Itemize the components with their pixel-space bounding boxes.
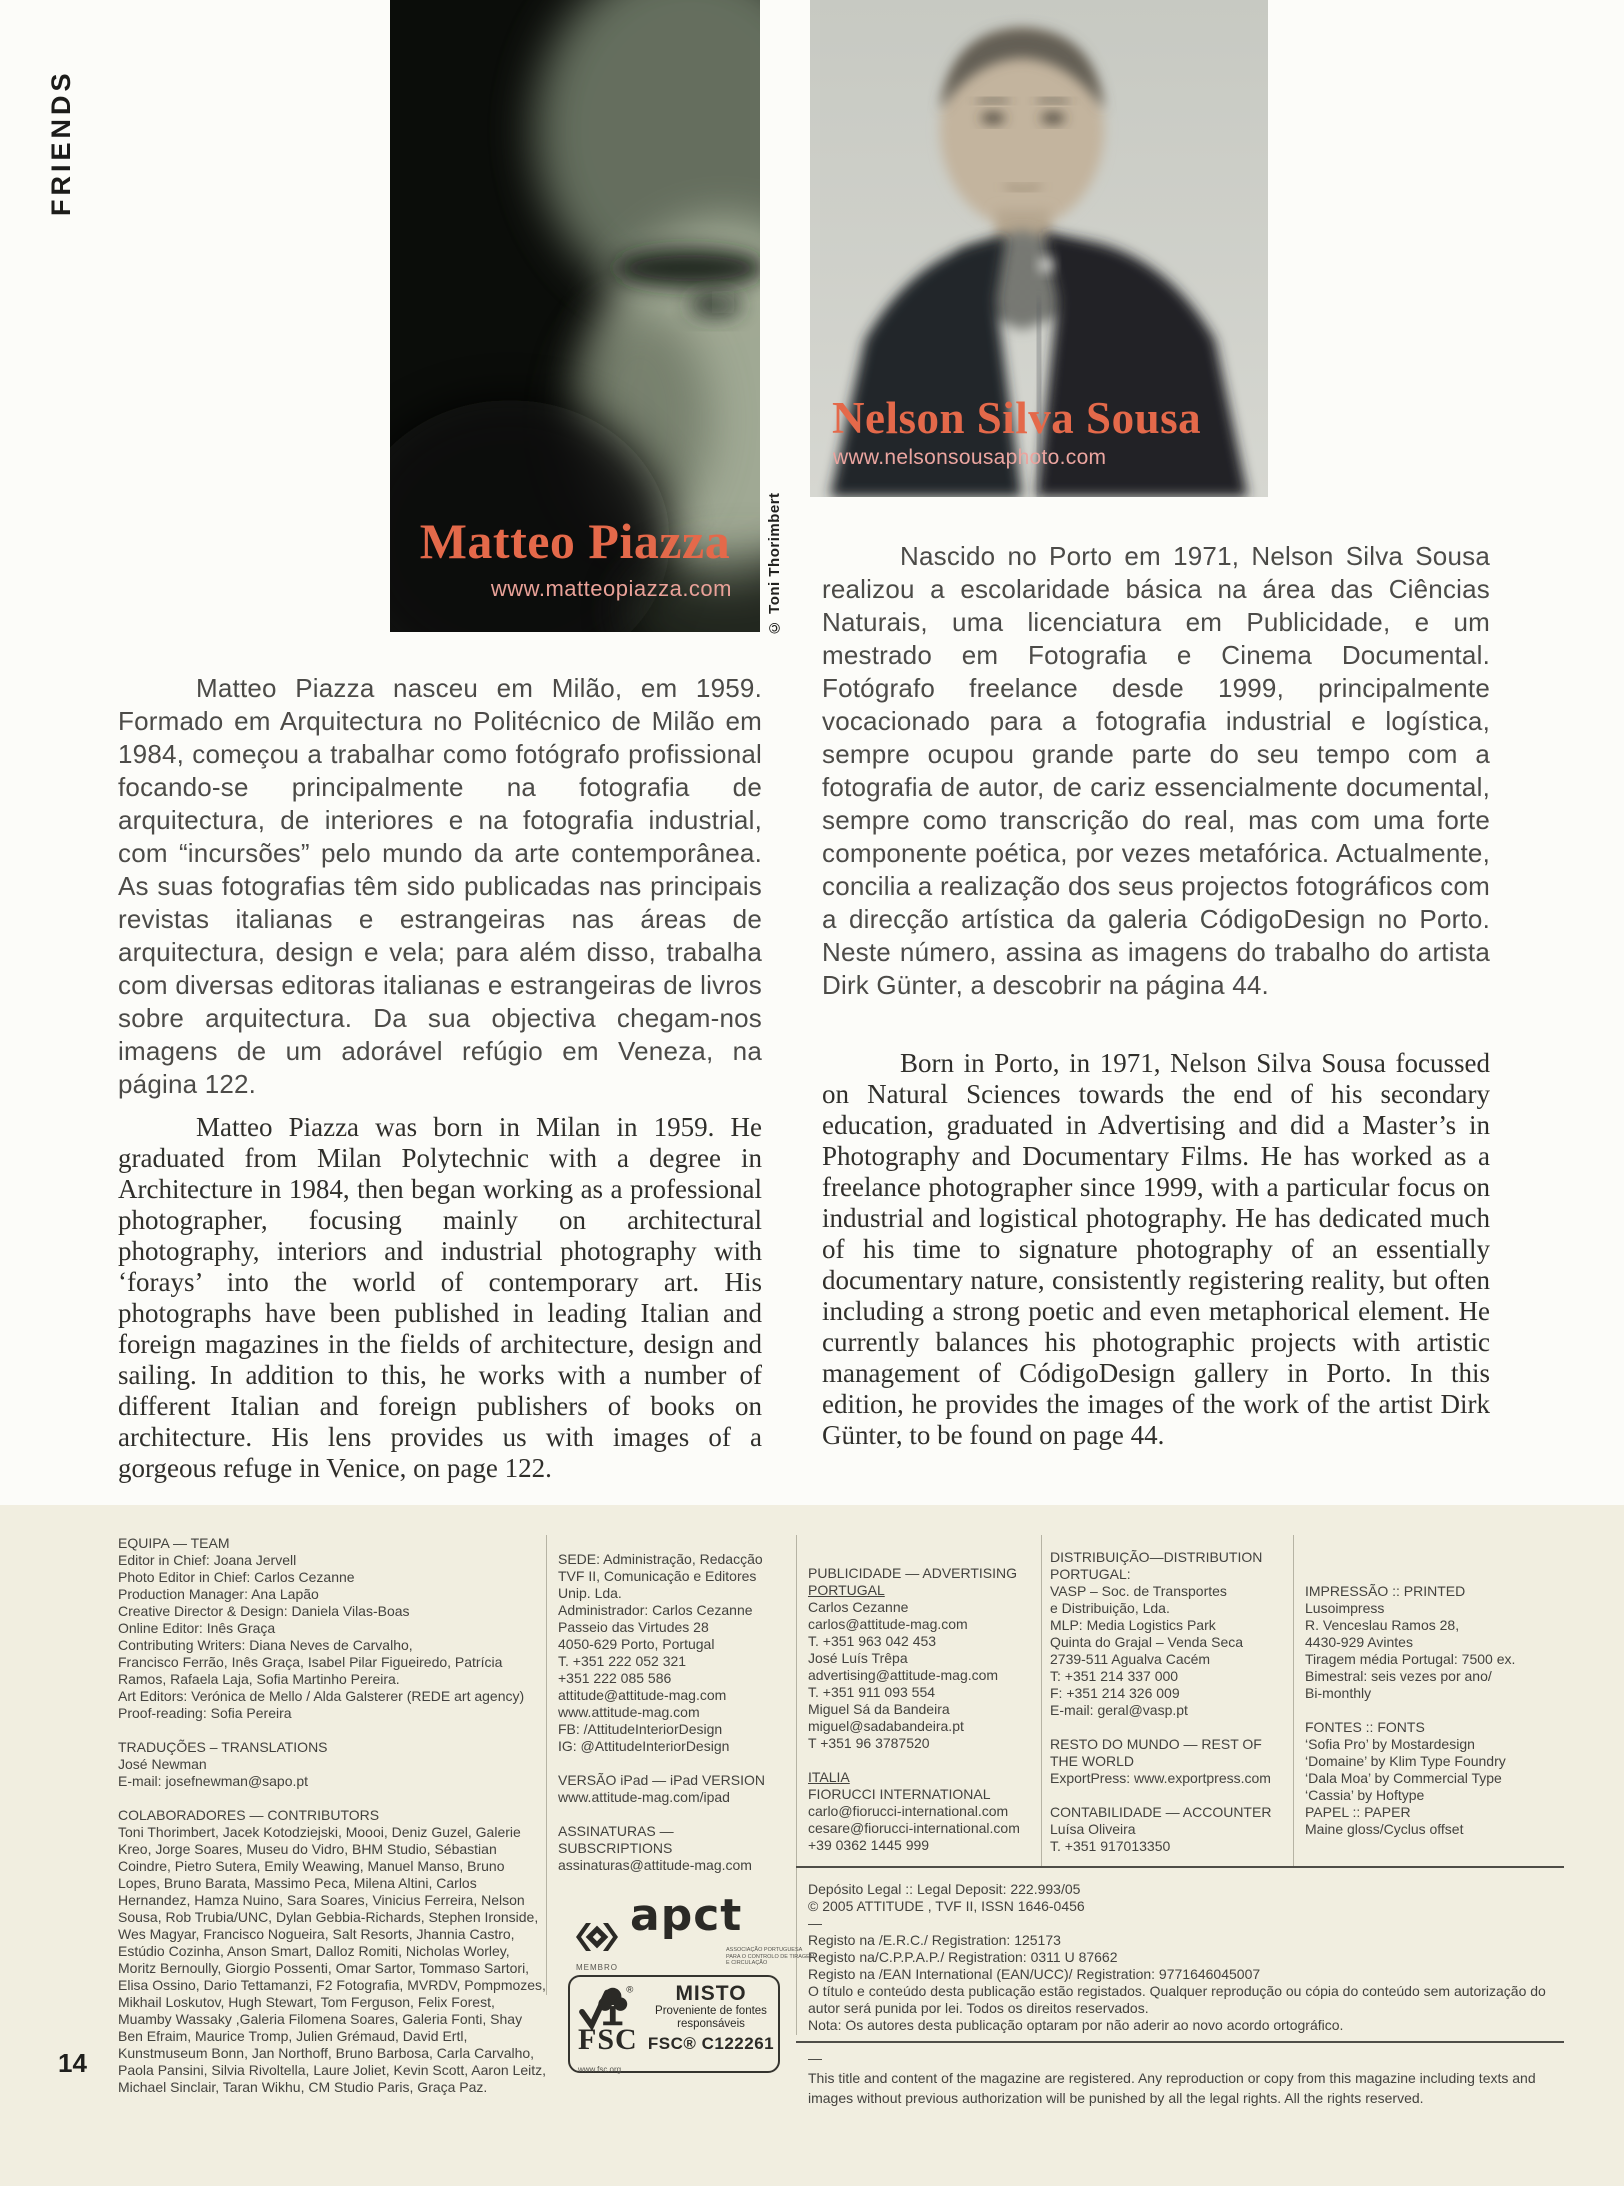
fsc-logo-text: FSC [578,2023,638,2056]
advertising-heading: PUBLICIDADE — ADVERTISING [808,1565,1018,1581]
masthead-line: IG: @AttitudeInteriorDesign [558,1738,730,1754]
legal-rule-bottom [796,2041,1564,2043]
section-label: FRIENDS [46,69,76,216]
legal-block-english [808,2048,1570,2108]
headquarters-lines [558,1568,790,1755]
masthead-line: Bi-monthly [1305,1685,1372,1701]
legal-pt-note: Nota: Os autores desta publicação optaram por não aderir ao novo acordo ortográfico. [808,2017,1344,2033]
masthead-line: Production Manager: Ana Lapão [118,1586,319,1602]
legal-block [808,1881,1564,2034]
matteo-bio-portuguese: Matteo Piazza nasceu em Milão, em 1959. Formado em Arquitectura no Politécnico de Milão em 1984, começou a trabalhar como fotógrafo profissional focando-se principalmente na fotografia de arquitectura, de interiores e na fotografia industrial, com “incursões” pelo mundo da arte contemporânea. As suas fotografias têm sido publicadas nas principais revistas italianas e estrangeiras nas áreas de arquitectura, design e vela; para além disso, trabalha com diversas editoras italianas e estrangeiras de livros sobre arquitectura. Da sua objectiva chegam-nos imagens de um adorável refúgio em Veneza, na página 122. [118,673,762,1099]
masthead-line: Unip. Lda. [558,1585,622,1601]
matteo-name: Matteo Piazza [419,513,731,569]
legal-rule-top [796,1866,1564,1868]
masthead-line: Registo na /EAN International (EAN/UCC)/ Registration: 9771646045007 [808,1966,1261,1982]
masthead-line: T. +351 917013350 [1050,1838,1171,1854]
apct-description: ASSOCIAÇÃO PORTUGUESA PARA O CONTROLO DE TIRAGEM E CIRCULAÇÃO [726,1947,815,1966]
fsc-badge-left [570,1977,644,2074]
nelson-portrait-photo [810,0,1268,497]
accounting-lines [1050,1821,1290,1855]
advertising-portugal-label: PORTUGAL [808,1582,885,1598]
masthead-line: Creative Director & Design: Daniela Vilas-Boas [118,1603,410,1619]
masthead-line: Administrador: Carlos Cezanne [558,1602,753,1618]
fsc-badge [568,1975,780,2073]
masthead-line: 4050-629 Porto, Portugal [558,1636,715,1652]
masthead-line: José Luís Trêpa [808,1650,908,1666]
masthead-column-headquarters [558,1551,790,1874]
masthead-line: Proof-reading: Sofia Pereira [118,1705,292,1721]
nelson-bio-portuguese: Nascido no Porto em 1971, Nelson Silva Sousa realizou a escolaridade básica na área das Ciências Naturais, uma licenciatura em Publicidade, e um mestrado em Fotografia e Cinema Documental. Fotógrafo freelance desde 1999, principalmente vocacionado para a fotografia industrial e logística, sempre ocupou grande parte do seu tempo com a fotografia de autor, de cariz essencialmente documental, sempre como transcrição do real, mas com uma forte componente poética, por vezes metafórica. Actualmente, concilia a realização dos seus projectos fotográficos com a direcção artística da galeria CódigoDesign no Porto. Neste número, assina as imagens do trabalho do artista Dirk Günter, a descobrir na página 44. [822,541,1490,1000]
advertising-italy-label: ITALIA [808,1769,850,1785]
masthead-line: Online Editor: Inês Graça [118,1620,276,1636]
apct-member-label: MEMBRO [576,1963,618,1972]
masthead-line: +351 222 085 586 [558,1670,672,1686]
masthead-line: carlo@fiorucci-international.com [808,1803,1009,1819]
masthead-line: ‘Domaine’ by Klim Type Foundry [1305,1753,1506,1769]
headquarters-heading: SEDE: Administração, Redacção [558,1551,763,1567]
matteo-bio-english: Matteo Piazza was born in Milan in 1959. He graduated from Milan Polytechnic with a degree in Architecture in 1984, then began working as a professional photographer, focusing mainly on architectural photography, interiors and industrial photography with ‘forays’ into the world of contemporary art. His photographs have been published in leading Italian and foreign magazines in the fields of architecture, design and sailing. In addition to this, he works with a number of different Italian and foreign publishers of books on architecture. His lens provides us with images of a gorgeous refuge in Venice, on page 122. [118,1112,762,1483]
fonts-lines [1305,1736,1563,1804]
legal-dash: — [808,2050,822,2066]
masthead-line: FB: /AttitudeInteriorDesign [558,1721,723,1737]
contributors-text: Toni Thorimbert, Jacek Kotodziejski, Moooi, Deniz Guzel, Galerie Kreo, Jorge Soares, Museu do Vidro, BHM Studio, Sébastian Coindre, Pietro Sutera, Emily Weawing, Manuel Manso, Bruno Lopes, Bruno Barata, Massimo Peca, Milena Altini, Carlos Hernandez, Hamza Nuino, Sara Soares, Vinicius Ferreira, Nelson Sousa, Rob Trubia/UNC, Dylan Gebbia-Richards, Stephen Ironside, Wes Magyar, Francisco Nogueira, Salt Resorts, Jhannia Castro, Estúdio Cozinha, Anson Smart, Dalloz Romiti, Nicholas Worley, Moritz Bernoully, Giorgio Possenti, Omar Sartor, Tommaso Sartori, Elisa Ossino, Dario Tettamanzi, F2 Fotografia, MVRDV, Pompmozes, Mikhail Loskutov, Hugh Stewart, Tom Ferguson, Felix Forest, Muamby Wassaky ,Galeria Filomena Soares, Galeria Fonti, Shay Ben Efraim, Maurice Tromp, Julien Grémaud, David Ertl, Kunstmuseum Bonn, Jan Northoff, Bruno Barbosa, Carla Carvalho, Paola Pansini, Silvia Rivoltella, Laure Joliet, Kevin Scott, Aaron Leitz, Michael Sinclair, Taran Wikhu, CM Studio Paris, Graça Paz. [118,1824,547,2095]
masthead-line: Francisco Ferrão, Inês Graça, Isabel Pilar Figueiredo, Patrícia [118,1654,503,1670]
translations-lines [118,1756,546,1790]
masthead-line: carlos@attitude-mag.com [808,1616,968,1632]
masthead-line: Carlos Cezanne [808,1599,909,1615]
masthead-line: VASP – Soc. de Transportes [1050,1583,1227,1599]
masthead-line: attitude@attitude-mag.com [558,1687,727,1703]
masthead-line: Passeio das Virtudes 28 [558,1619,709,1635]
nelson-website: www.nelsonsousaphoto.com [833,446,1107,469]
masthead-line: Photo Editor in Chief: Carlos Cezanne [118,1569,355,1585]
masthead-line: ‘Cassia’ by Hoftype [1305,1787,1425,1803]
masthead-column-team [118,1535,546,2096]
team-heading: EQUIPA — TEAM [118,1535,230,1551]
printing-lines [1305,1600,1563,1702]
masthead-line: www.attitude-mag.com/ipad [558,1789,730,1805]
fsc-description: Proveniente de fontes responsáveis [655,2005,767,2030]
legal-copyright: © 2005 ATTITUDE , TVF II, ISSN 1646-0456 [808,1898,1085,1914]
masthead-column-advertising [808,1565,1036,1854]
rest-of-world-heading: RESTO DO MUNDO — REST OF THE WORLD [1050,1736,1262,1769]
masthead-line: T +351 96 3787520 [808,1735,930,1751]
masthead-line: Contributing Writers: Diana Neves de Carvalho, [118,1637,413,1653]
legal-pt-notice: O título e conteúdo desta publicação estão registados. Qualquer reprodução ou cópia do conteúdo sem autorização do autor será punida por lei. Todos os direitos reservados. [808,1983,1546,2016]
masthead-line: advertising@attitude-mag.com [808,1667,999,1683]
nelson-bio-english: Born in Porto, in 1971, Nelson Silva Sousa focussed on Natural Sciences towards the end of his secondary education, graduated in Advertising and did a Master’s in Photography and Documentary Films. He has worked as a freelance photographer since 1999, with a particular focus on industrial and logistical photography. He has dedicated much of his time to signature photography of an essentially documentary nature, consistently registering reality, but often including a strong poetic and even metaphorical element. He currently balances his photographic projects with artistic management of CódigoDesign gallery in Porto. In this edition, he provides the images of the work of the artist Dirk Günter, to be found on page 44. [822,1048,1490,1450]
paper-heading: PAPEL :: PAPER [1305,1804,1411,1820]
masthead-line: R. Venceslau Ramos 28, [1305,1617,1460,1633]
translations-heading: TRADUÇÕES – TRANSLATIONS [118,1739,328,1755]
subscriptions-heading: ASSINATURAS — SUBSCRIPTIONS [558,1823,674,1856]
masthead-line: Lusoimpress [1305,1600,1385,1616]
masthead-line: ExportPress: www.exportpress.com [1050,1770,1271,1786]
masthead-line: www.attitude-mag.com [558,1704,700,1720]
masthead-line: E-mail: geral@vasp.pt [1050,1702,1188,1718]
masthead-line: Art Editors: Verónica de Mello / Alda Galsterer (REDE art agency) [118,1688,525,1704]
masthead-line: Registo na /E.R.C./ Registration: 125173 [808,1932,1061,1948]
fsc-type-label: MISTO [675,1982,747,2005]
fsc-certificate-code: FSC® C122261 [647,2034,775,2053]
apct-logo-text: apct [630,1890,743,1941]
column-divider [1293,1535,1294,1867]
masthead-line: José Newman [118,1756,207,1772]
masthead-line: Maine gloss/Cyclus offset [1305,1821,1464,1837]
apct-badge [574,1890,815,1972]
printing-heading: IMPRESSÃO :: PRINTED [1305,1583,1466,1599]
matteo-website: www.matteopiazza.com [490,576,732,601]
masthead-line: F: +351 214 326 009 [1050,1685,1180,1701]
paper-lines [1305,1821,1563,1838]
subscriptions-lines [558,1857,790,1874]
column-divider [546,1535,547,1995]
masthead-line: Editor in Chief: Joana Jervell [118,1552,297,1568]
masthead-line: Quinta do Grajal – Venda Seca [1050,1634,1244,1650]
masthead-line: E-mail: josefnewman@sapo.pt [118,1773,309,1789]
accounting-heading: CONTABILIDADE — ACCOUNTER [1050,1804,1272,1820]
matteo-portrait-photo [390,0,760,632]
apct-logo-icon [574,1919,620,1955]
legal-en-notice: This title and content of the magazine are registered. Any reproduction or copy from this magazine including texts and images without previous authorization will be punished by all the legal rights. All the rights reserved. [808,2070,1536,2106]
masthead [0,1505,1624,2186]
team-lines [118,1552,546,1722]
masthead-line: 4430-929 Avintes [1305,1634,1413,1650]
ipad-lines [558,1789,790,1806]
masthead-line: T. +351 222 052 321 [558,1653,687,1669]
page-number: 14 [58,2048,87,2078]
masthead-line: Registo na/C.P.P.A.P./ Registration: 0311 U 87662 [808,1949,1118,1965]
masthead-line: FIORUCCI INTERNATIONAL [808,1786,991,1802]
fsc-url: www.fsc.org [578,2065,622,2074]
masthead-line: e Distribuição, Lda. [1050,1600,1170,1616]
masthead-line: T. +351 963 042 453 [808,1633,937,1649]
masthead-line: ‘Sofia Pro’ by Mostardesign [1305,1736,1475,1752]
masthead-line: cesare@fiorucci-international.com [808,1820,1020,1836]
masthead-column-printing [1305,1583,1563,1838]
masthead-line: PORTUGAL: [1050,1566,1131,1582]
masthead-line: miguel@sadabandeira.pt [808,1718,964,1734]
distribution-lines [1050,1566,1290,1719]
ipad-heading: VERSÃO iPad — iPad VERSION [558,1772,765,1788]
advertising-italy-lines [808,1786,1036,1854]
masthead-line: ‘Dala Moa’ by Commercial Type [1305,1770,1502,1786]
masthead-line: 2739-511 Agualva Cacém [1050,1651,1211,1667]
contributors-heading: COLABORADORES — CONTRIBUTORS [118,1807,380,1823]
svg-text:®: ® [626,1984,634,1996]
fonts-heading: FONTES :: FONTS [1305,1719,1425,1735]
masthead-line: Miguel Sá da Bandeira [808,1701,950,1717]
masthead-line: Tiragem média Portugal: 7500 ex. [1305,1651,1516,1667]
distribution-heading: DISTRIBUIÇÃO—DISTRIBUTION [1050,1549,1263,1565]
legal-dash: — [808,1915,822,1931]
masthead-line: +39 0362 1445 999 [808,1837,930,1853]
rest-of-world-lines [1050,1770,1290,1787]
masthead-line: MLP: Media Logistics Park [1050,1617,1216,1633]
masthead-line: Ramos, Rafaela Laja, Sofia Martinho Pereira. [118,1671,400,1687]
masthead-line: TVF II, Comunicação e Editores [558,1568,757,1584]
advertising-portugal-lines [808,1599,1036,1752]
legal-registrations [808,1932,1564,1983]
column-divider [1041,1535,1042,1867]
nelson-name: Nelson Silva Sousa [832,393,1202,443]
photo-credit: © Toni Thorimbert [766,492,783,636]
masthead-line: Bimestral: seis vezes por ano/ [1305,1668,1492,1684]
masthead-line: T: +351 214 337 000 [1050,1668,1179,1684]
masthead-line: Luísa Oliveira [1050,1821,1136,1837]
legal-deposit: Depósito Legal :: Legal Deposit: 222.993/05 [808,1881,1081,1897]
masthead-line: assinaturas@attitude-mag.com [558,1857,752,1873]
fsc-badge-right [644,1977,778,2071]
masthead-line: T. +351 911 093 554 [808,1684,936,1700]
masthead-column-distribution [1050,1549,1290,1855]
